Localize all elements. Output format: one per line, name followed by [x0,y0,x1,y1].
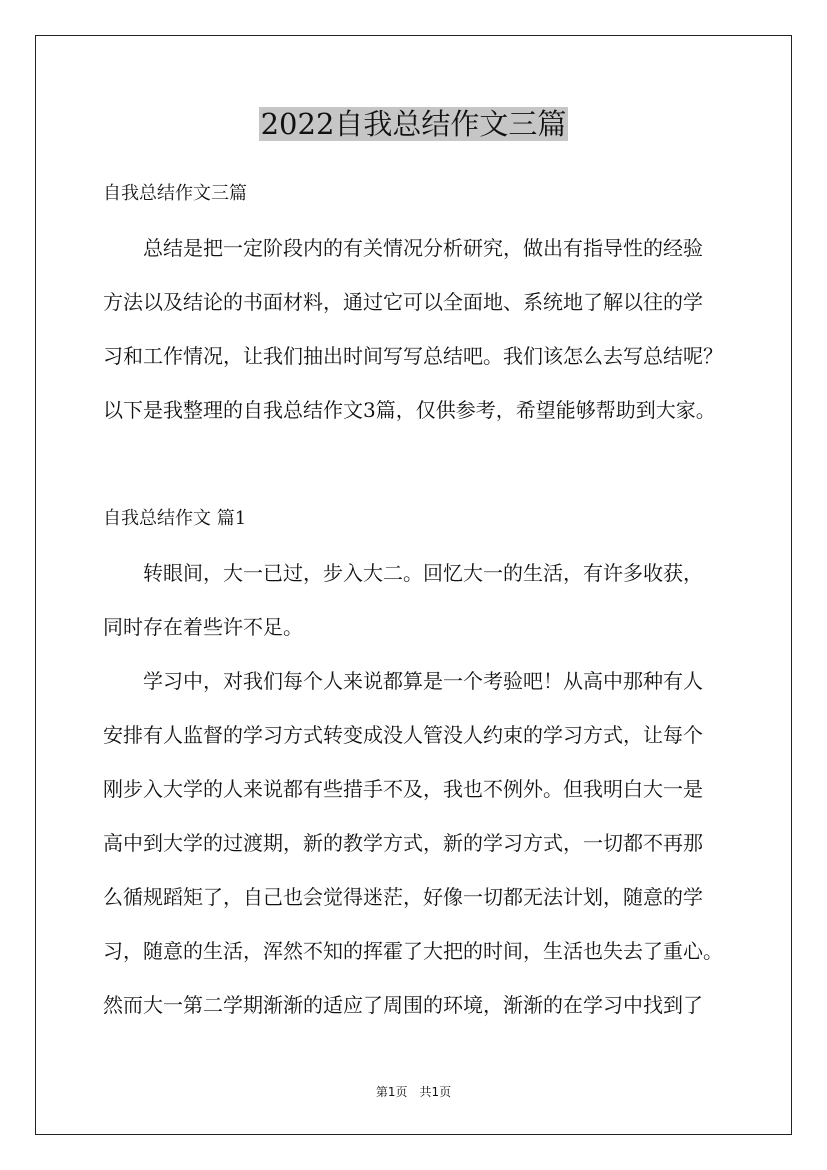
document-subtitle: 自我总结作文三篇 [103,183,247,204]
section1-para2-line-2: 安排有人监督的学习方式转变成没人管没人约束的学习方式，让每个 [103,723,703,747]
intro-line-3: 习和工作情况，让我们抽出时间写写总结吧。我们该怎么去写总结呢？ [103,344,723,368]
section1-para2-line-6: 习，随意的生活，浑然不知的挥霍了大把的时间，生活也失去了重心。 [103,939,723,963]
section1-para2-line-5: 么循规蹈矩了，自己也会觉得迷茫，好像一切都无法计划，随意的学 [103,885,703,909]
page-footer [0,1084,827,1100]
intro-line-1: 总结是把一定阶段内的有关情况分析研究，做出有指导性的经验 [143,236,703,260]
section1-para1-line-2: 同时存在着些许不足。 [103,615,303,639]
section1-para1-line-1: 转眼间，大一已过，步入大二。回忆大一的生活，有许多收获， [143,561,703,585]
document-title-text: 2022自我总结作文三篇 [260,107,567,141]
section1-para2-line-7: 然而大一第二学期渐渐的适应了周围的环境，渐渐的在学习中找到了 [103,993,703,1017]
section1-heading: 自我总结作文 篇1 [103,508,247,529]
page-total: 共1页 [419,1085,452,1099]
section1-para2-line-1: 学习中，对我们每个人来说都算是一个考验吧！从高中那种有人 [143,669,703,693]
intro-line-2: 方法以及结论的书面材料，通过它可以全面地、系统地了解以往的学 [103,290,703,314]
page-number: 第1页 [375,1085,408,1099]
section1-para2-line-3: 刚步入大学的人来说都有些措手不及，我也不例外。但我明白大一是 [103,777,703,801]
section1-para2-line-4: 高中到大学的过渡期，新的教学方式，新的学习方式，一切都不再那 [103,831,703,855]
intro-line-4: 以下是我整理的自我总结作文3篇，仅供参考，希望能够帮助到大家。 [103,398,716,422]
document-title [0,104,827,144]
